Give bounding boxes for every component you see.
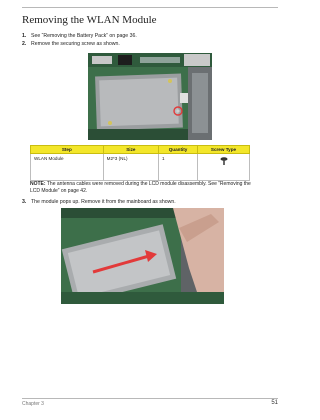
page-title: Removing the WLAN Module (22, 14, 157, 26)
footer-chapter: Chapter 3 (22, 401, 44, 407)
note (30, 181, 262, 194)
wlan-module-photo (88, 53, 212, 140)
cell-step: WLAN Module (31, 154, 104, 181)
note-label: NOTE: (30, 181, 46, 187)
step-number: 2. (22, 41, 27, 47)
col-screw-type: Screw Type (198, 146, 250, 154)
page-number: 51 (271, 400, 278, 406)
step-number: 3. (22, 199, 27, 205)
col-step: Step (31, 146, 104, 154)
screw-table (30, 145, 250, 181)
cell-size: M2*3 (NL) (103, 154, 158, 181)
table-row (31, 154, 250, 181)
step-text: See “Removing the Battery Pack” on page 36. (31, 33, 137, 39)
cell-quantity: 1 (159, 154, 198, 181)
screw-icon (219, 156, 229, 166)
step-text: Remove the securing screw as shown. (31, 41, 120, 47)
cell-screw-type (198, 154, 250, 181)
module-removal-photo (61, 208, 224, 304)
footer-rule (22, 398, 278, 399)
col-size: Size (103, 146, 158, 154)
note-text: The antenna cables were removed during the LCD module disassembly. See “Removing the LCD Module” on page 42. (30, 181, 251, 194)
step-number: 1. (22, 33, 27, 39)
step-text: The module pops up. Remove it from the mainboard as shown. (31, 199, 176, 205)
col-quantity: Quantity (159, 146, 198, 154)
header-rule (22, 7, 278, 8)
